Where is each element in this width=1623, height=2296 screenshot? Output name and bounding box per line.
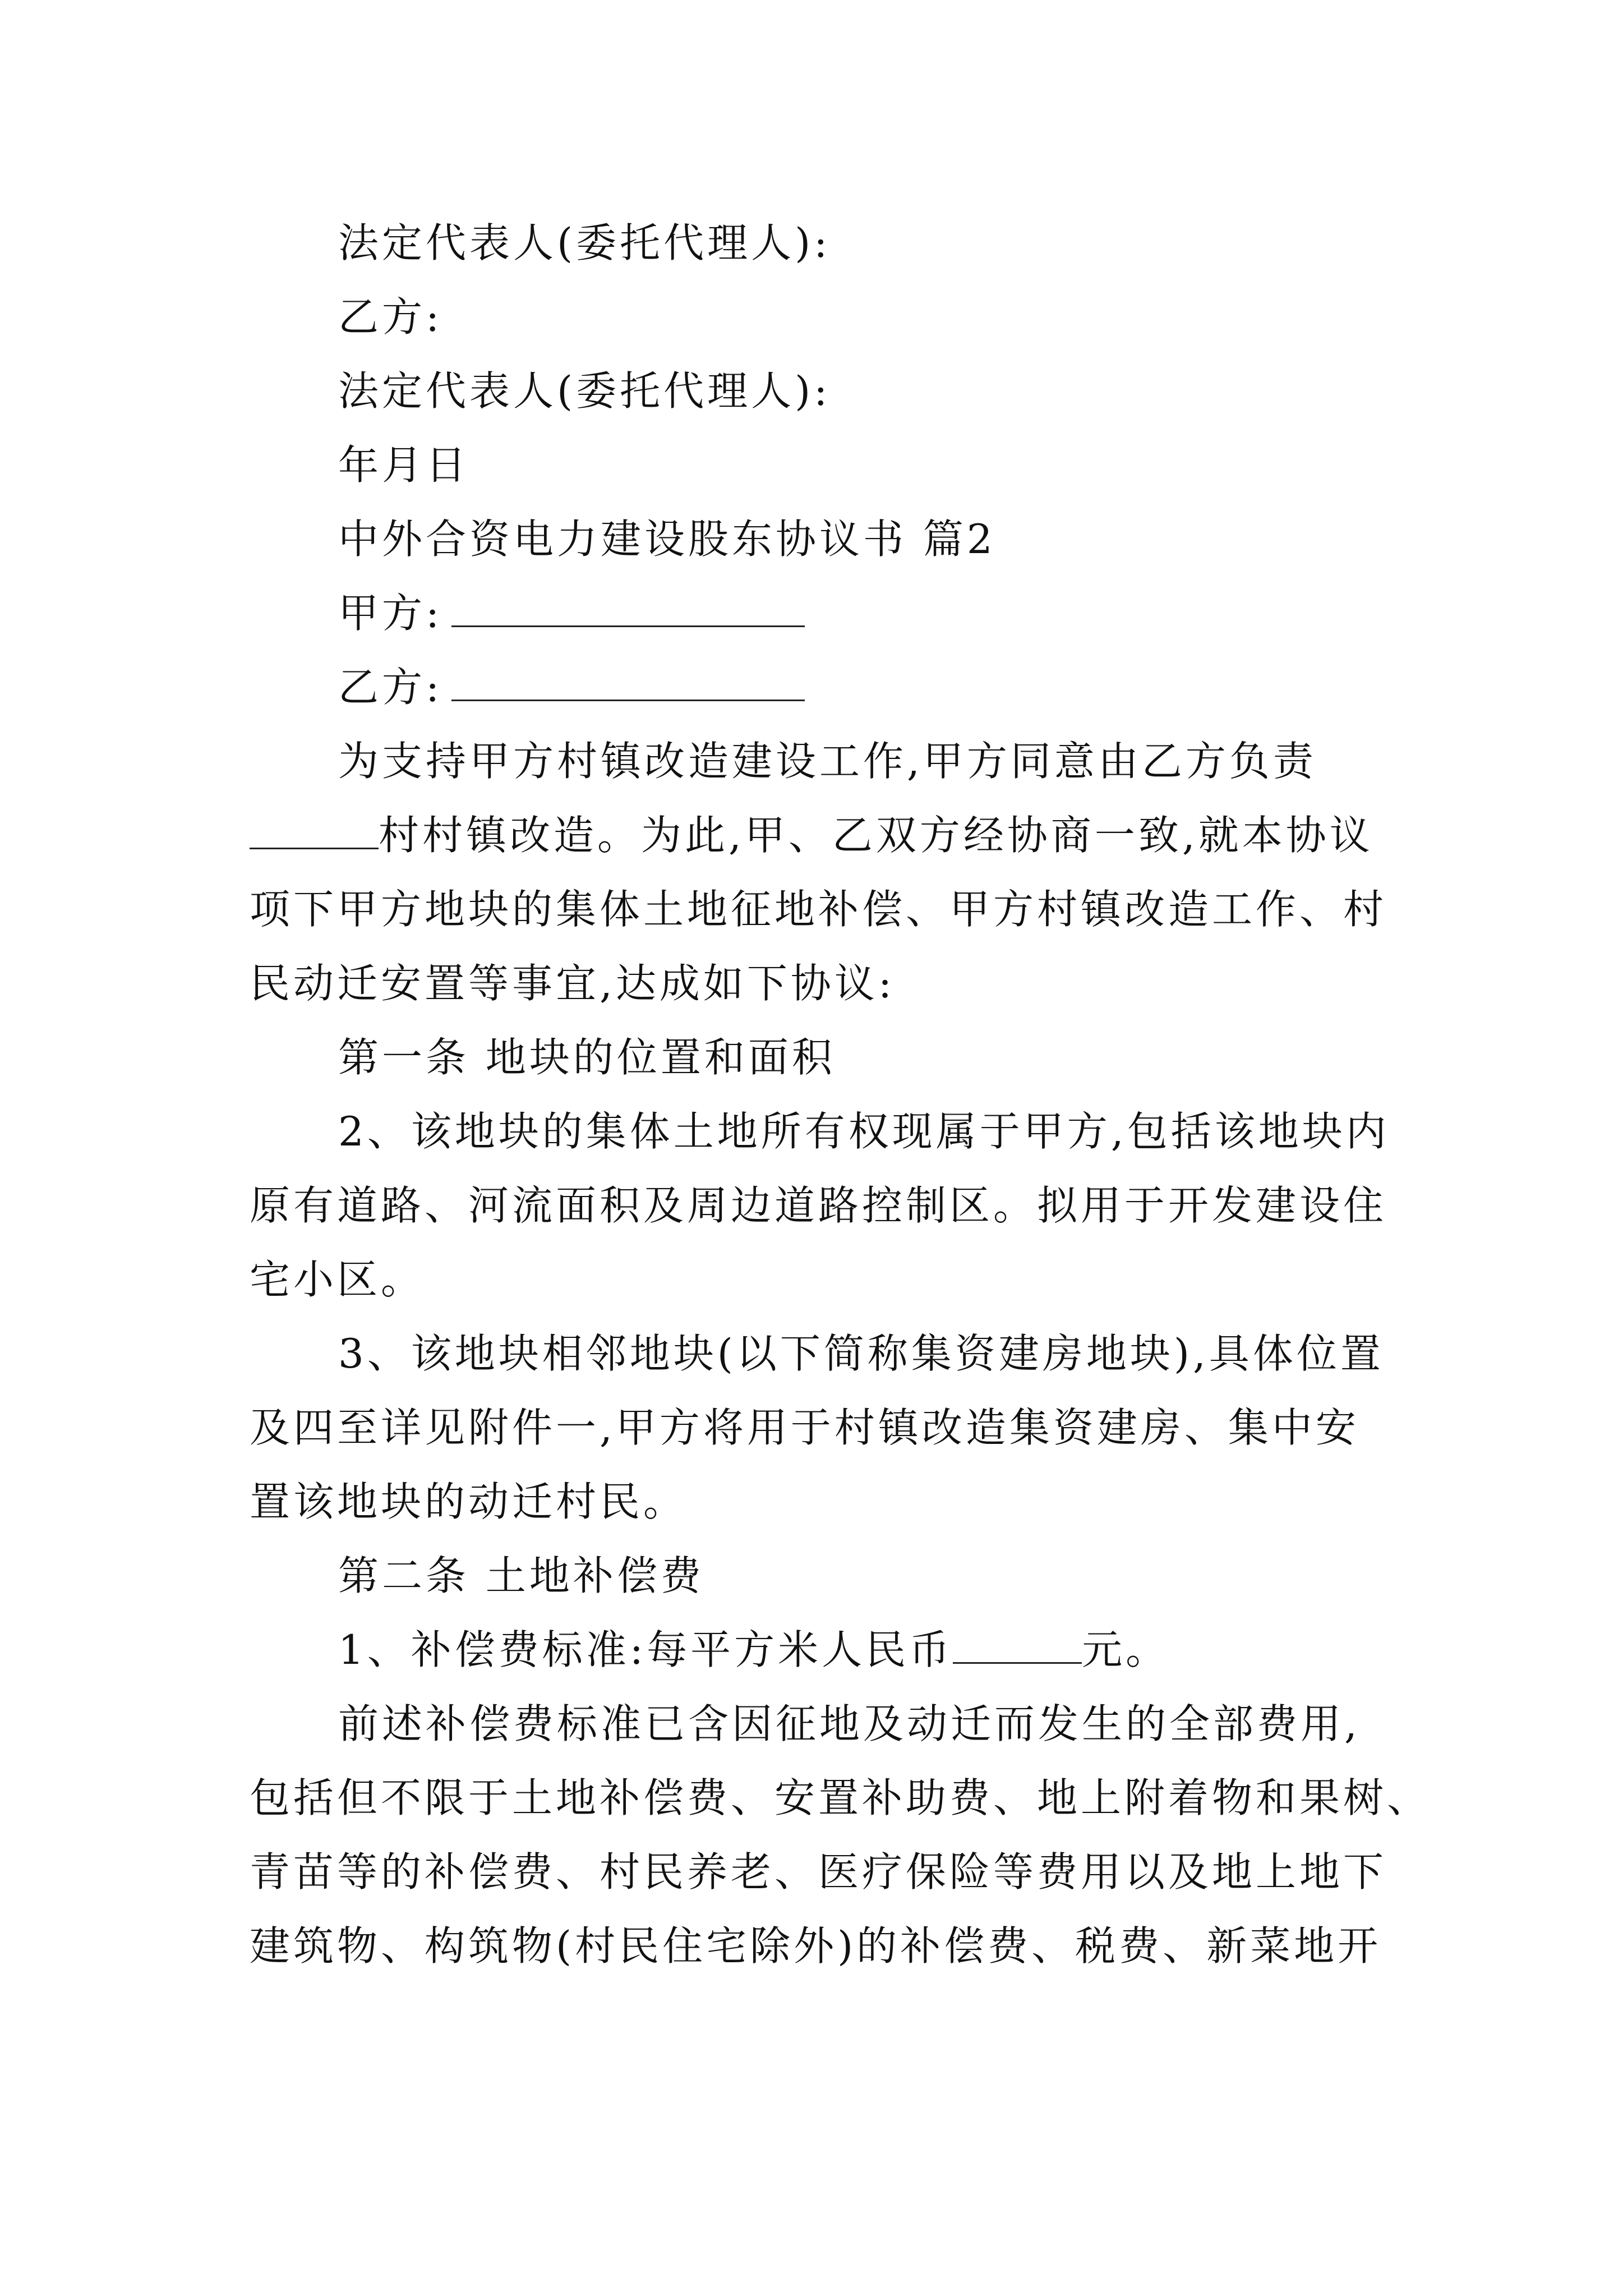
section-heading-text: 中外合资电力建设股东协议书 篇2 <box>338 516 996 563</box>
fill-in-blank <box>451 591 805 627</box>
party-b-label: 乙方: <box>338 664 443 711</box>
fill-in-blank <box>953 1627 1082 1664</box>
text-line <box>338 366 831 416</box>
text-line <box>338 662 805 712</box>
text-line-content: 1、补偿费标准:每平方米人民币 <box>338 1626 953 1673</box>
article-heading <box>338 1550 704 1601</box>
text-line-content: 宅小区。 <box>250 1256 425 1303</box>
text-line <box>250 1476 687 1527</box>
text-line-content: 2、该地块的集体土地所有权现属于甲方,包括该地块内 <box>338 1108 1390 1155</box>
text-line <box>250 810 1373 861</box>
text-line-content: 民动迁安置等事宜,达成如下协议: <box>250 960 896 1007</box>
text-line <box>338 1699 1361 1749</box>
section-heading <box>338 514 996 564</box>
fill-in-blank <box>250 813 379 849</box>
text-line-content: 年月日 <box>338 441 470 489</box>
party-a-label: 甲方: <box>338 590 443 637</box>
text-line <box>250 884 1387 935</box>
text-line-content: 前述补偿费标准已含因征地及动迁而发生的全部费用, <box>338 1700 1361 1747</box>
text-line-content: 为支持甲方村镇改造建设工作,甲方同意由乙方负责 <box>338 738 1317 785</box>
article-heading-text: 第二条 土地补偿费 <box>338 1552 704 1599</box>
text-line <box>250 1180 1387 1231</box>
text-line <box>338 1328 1384 1379</box>
text-line <box>338 736 1317 786</box>
text-line-content: 建筑物、构筑物(村民住宅除外)的补偿费、税费、新菜地开 <box>250 1922 1382 1970</box>
text-line <box>250 1773 1431 1823</box>
article-heading-text: 第一条 地块的位置和面积 <box>338 1034 836 1081</box>
text-line <box>338 588 805 638</box>
article-heading <box>338 1032 836 1083</box>
text-line-content: 乙方: <box>338 293 443 341</box>
text-line <box>250 958 895 1009</box>
text-line <box>250 1254 425 1305</box>
text-line <box>338 218 831 268</box>
text-line-content: 置该地块的动迁村民。 <box>250 1478 688 1525</box>
text-line <box>338 1625 1169 1675</box>
text-line-content: 包括但不限于土地补偿费、安置补助费、地上附着物和果树、 <box>250 1774 1431 1821</box>
text-line-content: 村村镇改造。为此,甲、乙双方经协商一致,就本协议 <box>379 812 1373 859</box>
text-line <box>338 440 469 490</box>
fill-in-blank <box>451 665 805 701</box>
text-line <box>250 1847 1387 1897</box>
text-line-content: 元。 <box>1082 1626 1170 1673</box>
text-line-content: 项下甲方地块的集体土地征地补偿、甲方村镇改造工作、村 <box>250 886 1387 933</box>
text-line-content: 青苗等的补偿费、村民养老、医疗保险等费用以及地上地下 <box>250 1848 1387 1895</box>
text-line <box>338 292 442 342</box>
text-line <box>250 1402 1359 1453</box>
text-line-content: 法定代表人(委托代理人): <box>338 219 831 266</box>
text-line-content: 及四至详见附件一,甲方将用于村镇改造集资建房、集中安 <box>250 1404 1359 1451</box>
text-line-content: 原有道路、河流面积及周边道路控制区。拟用于开发建设住 <box>250 1182 1387 1229</box>
text-line-content: 法定代表人(委托代理人): <box>338 367 831 415</box>
text-line-content: 3、该地块相邻地块(以下简称集资建房地块),具体位置 <box>338 1330 1384 1377</box>
text-line <box>250 1921 1381 1971</box>
text-line <box>338 1106 1390 1157</box>
